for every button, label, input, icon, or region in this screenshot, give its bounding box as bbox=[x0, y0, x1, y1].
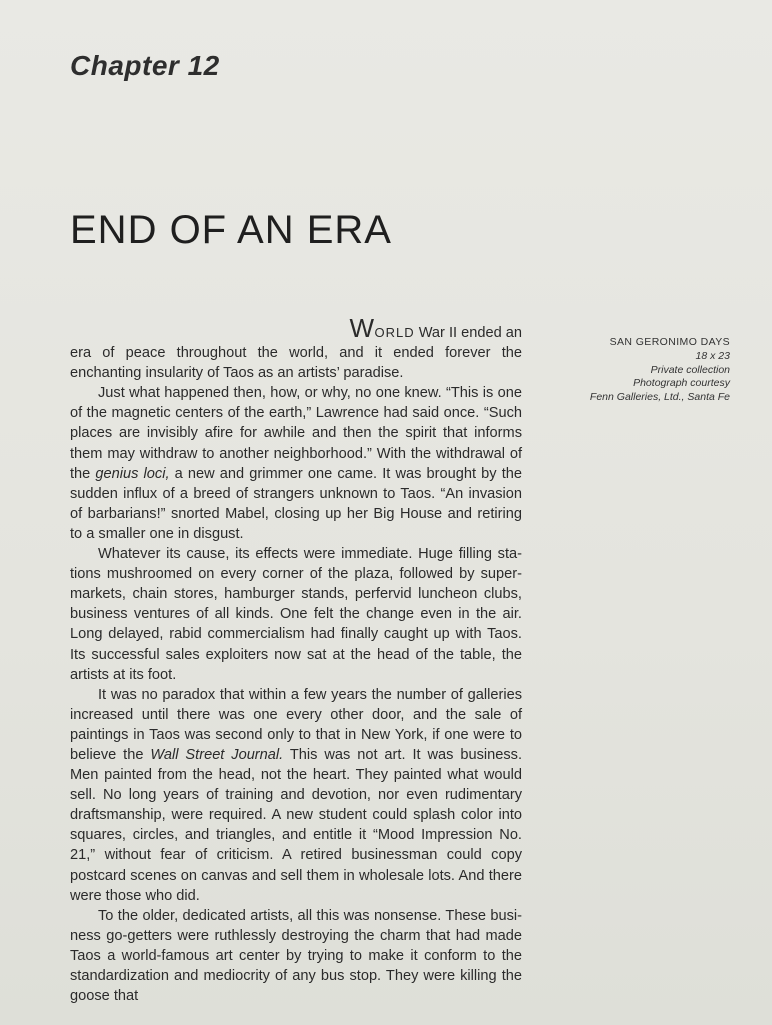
caption-title: SAN GERONIMO DAYS bbox=[609, 336, 730, 348]
wall-street-journal-italic: Wall Street Journal. bbox=[150, 746, 284, 763]
artwork-caption bbox=[530, 336, 730, 405]
genius-loci-italic: genius loci, bbox=[95, 465, 170, 482]
chapter-label: Chapter 12 bbox=[70, 50, 220, 81]
paragraph-1 bbox=[70, 313, 522, 383]
paragraph-5: To the older, dedicated artists, all this was nonsense. These business go-getters were ruthlessly destroying the charm that had made Taos a world-famous art center by trying to make it conform to the standardization and mediocrity of any bus stop. They were killing the goose that bbox=[70, 907, 522, 1005]
paragraph-3: Whatever its cause, its effects were immediate. Huge filling stations mushroomed on every corner of the plaza, followed by supermarkets, chain stores, hamburger stands, perfervid luncheon clubs, business ventures of all kinds. One felt the change even in the air. Long delayed, rabid commercialism had finally caught up with Taos. Its successful sales exploiters now sat at the head of the table, the artists at its foot. bbox=[70, 546, 522, 683]
small-caps: ORLD bbox=[374, 325, 415, 340]
paragraph-4-text-a: It was no paradox that within a few years the number of galleries increased until there was one every other door, and the sale of paintings in Taos was second only to that in New York, if one were to believe the bbox=[70, 686, 522, 763]
paragraph-2-text-b: a new and grimmer one came. It was brought by the sudden influx of a breed of strangers unknown to Taos. “An invasion of barbarians!” snorted Mabel, closing up her Big House and retiring to a smaller one in disgust. bbox=[70, 465, 523, 542]
paragraph-4 bbox=[70, 685, 522, 906]
caption-gallery: Fenn Galleries, Ltd., Santa Fe bbox=[589, 391, 730, 404]
paragraph-2 bbox=[70, 383, 522, 544]
caption-collection: Private collection bbox=[650, 363, 730, 376]
caption-credit: Photograph courtesy bbox=[633, 377, 730, 390]
paragraph-1-text: era of peace throughout the world, and it ended forever the enchanting insularity of Taos as an artists’ paradise. bbox=[70, 345, 522, 382]
caption-size: 18 x 23 bbox=[695, 349, 730, 362]
drop-cap: W bbox=[349, 313, 375, 343]
paragraph-2-text-a: Just what happened then, how, or why, no one knew. “This is one of the magnetic centers of the earth,” Lawrence had said once. “Such places are invisibly afire for awhile and then the spirit that informs them may withdraw to another neighborhood.” With the withdrawal of the bbox=[70, 385, 522, 482]
opening-line-rest: War II ended an bbox=[414, 325, 522, 341]
chapter-title: END OF AN ERA bbox=[70, 208, 392, 252]
body-text bbox=[70, 313, 523, 1006]
opening-line bbox=[70, 313, 522, 343]
paragraph-4-text-b: This was not art. It was business. Men painted from the head, not the heart. They painted what would sell. No long years of training and devotion, nor even rudimentary draftsmanship, were required. A new student could splash color into squares, circles, and triangles, and entitle it “Mood Impression No. 21,” without fear of criticism. A retired businessman could copy postcard scenes on canvas and sell them in wholesale lots. And there were those who did. bbox=[70, 746, 522, 904]
